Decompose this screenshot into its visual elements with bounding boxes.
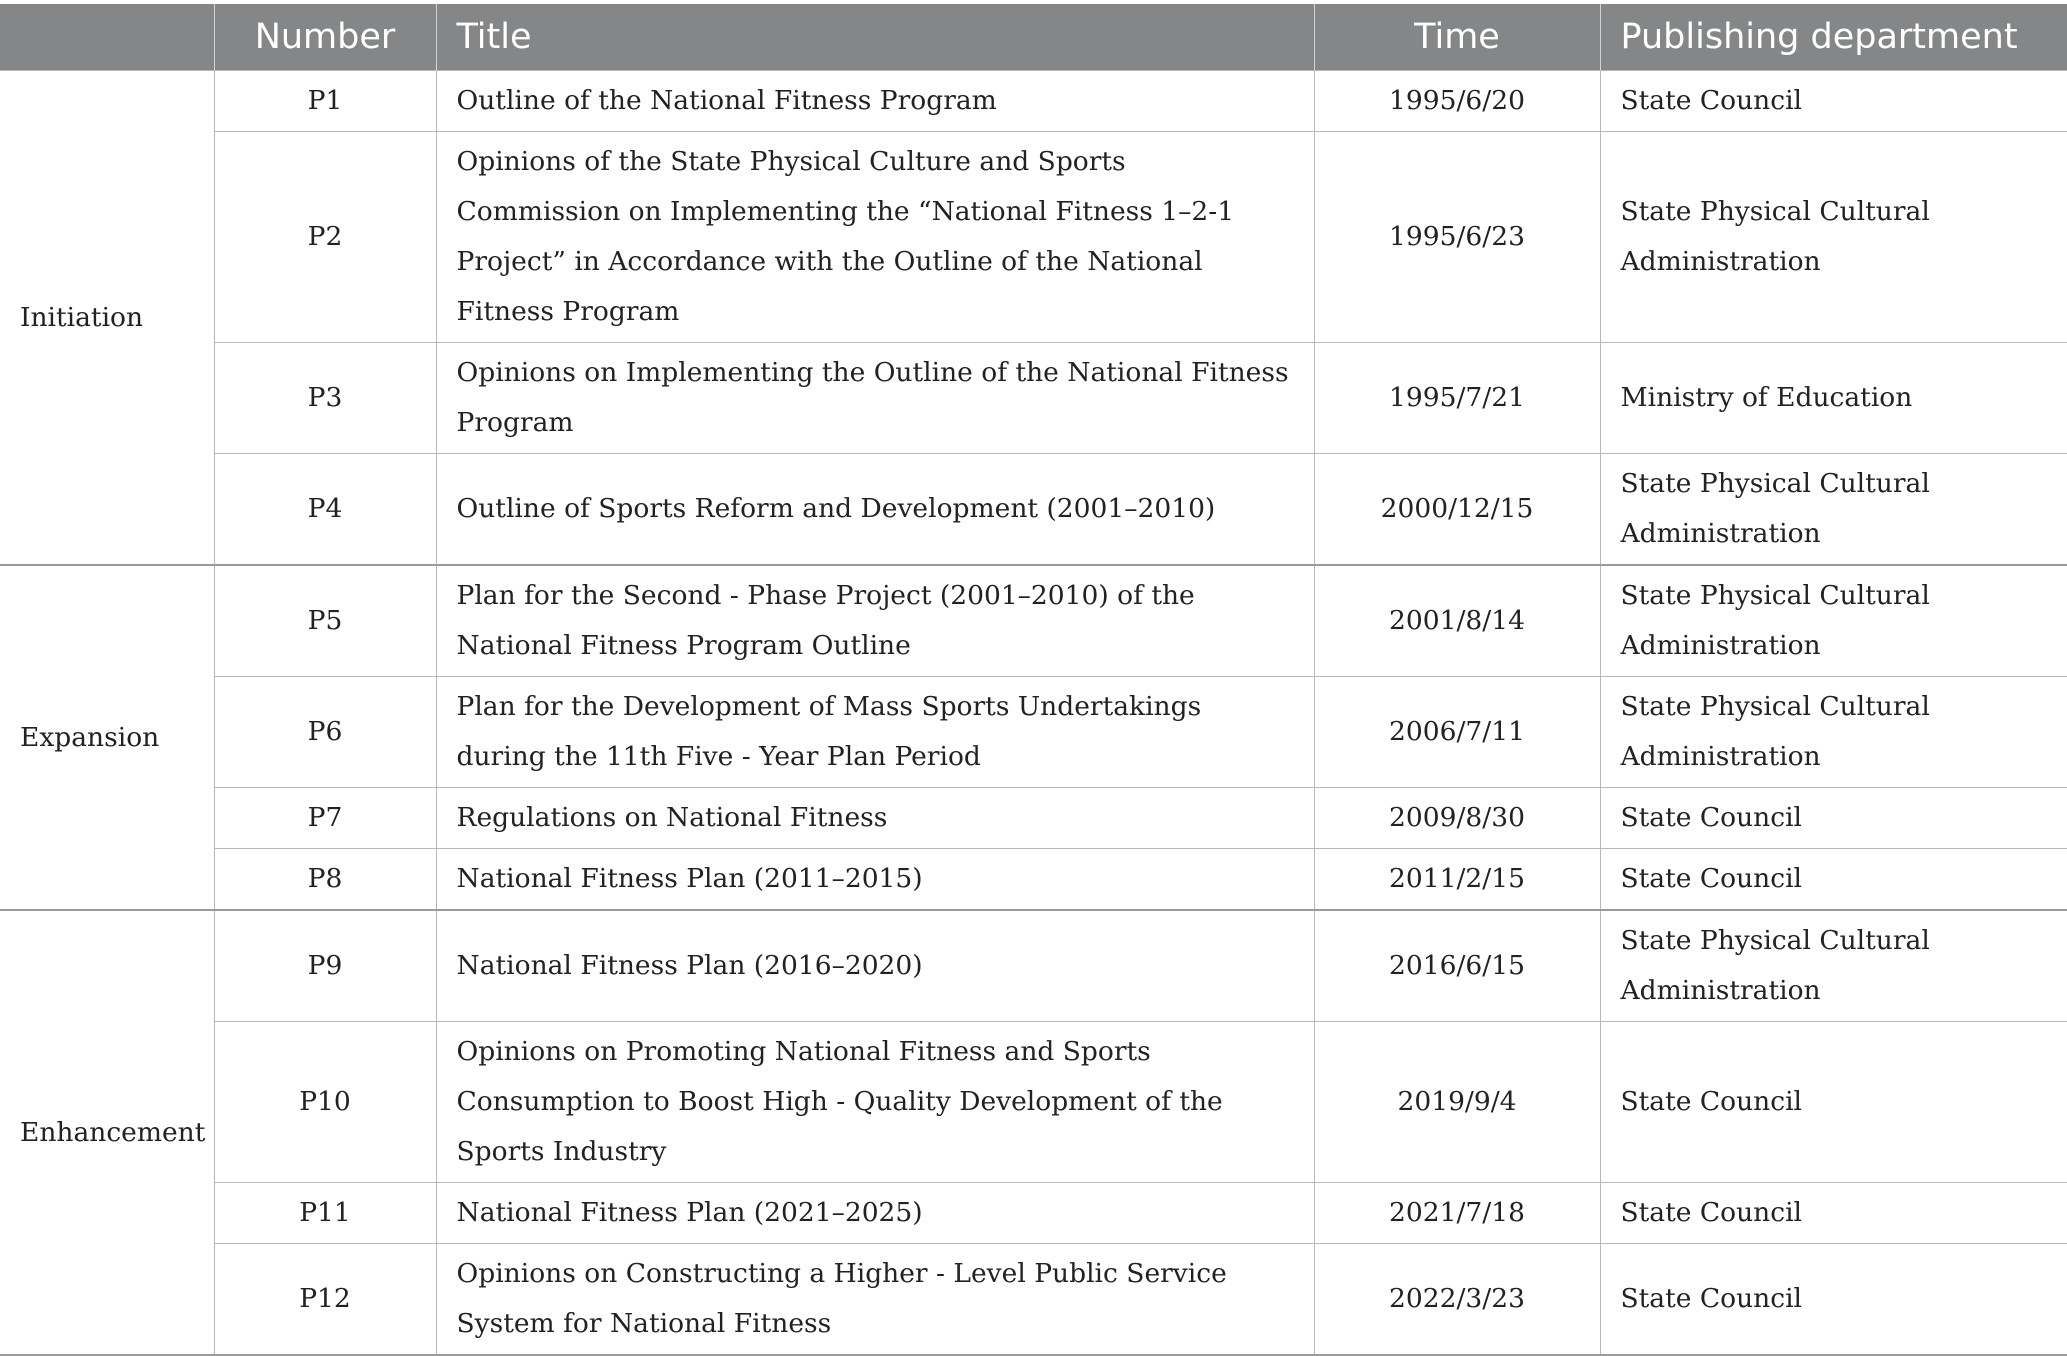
stage-cell-expansion: Expansion [0,565,214,910]
stage-cell-initiation: Initiation [0,71,214,566]
table-body [0,71,2067,1356]
title-cell: Plan for the Development of Mass Sports Undertakings during the 11th Five - Year Plan Period [436,677,1314,788]
header-department: Publishing department [1600,4,2067,71]
header-number: Number [214,4,436,71]
title-cell: National Fitness Plan (2011–2015) [436,849,1314,911]
number-cell: P3 [214,343,436,454]
header-title: Title [436,4,1314,71]
title-cell: Opinions on Implementing the Outline of the National Fitness Program [436,343,1314,454]
department-cell: State Physical Cultural Administration [1600,677,2067,788]
time-cell: 2000/12/15 [1314,454,1600,566]
number-cell: P11 [214,1183,436,1244]
table-header [0,4,2067,71]
table-row [0,71,2067,132]
title-cell: Opinions of the State Physical Culture and Sports Commission on Implementing the “National Fitness 1–2-1 Project” in Accordance with the Outline of the National Fitness Program [436,132,1314,343]
table-row [0,454,2067,566]
number-cell: P1 [214,71,436,132]
department-cell: State Physical Cultural Administration [1600,132,2067,343]
department-cell: State Physical Cultural Administration [1600,565,2067,677]
department-cell: Ministry of Education [1600,343,2067,454]
number-cell: P10 [214,1022,436,1183]
number-cell: P12 [214,1244,436,1356]
header-time: Time [1314,4,1600,71]
number-cell: P8 [214,849,436,911]
header-stage [0,4,214,71]
table-row [0,1244,2067,1356]
time-cell: 2001/8/14 [1314,565,1600,677]
number-cell: P4 [214,454,436,566]
department-cell: State Council [1600,1183,2067,1244]
policy-table-container [0,4,2067,1356]
department-cell: State Council [1600,788,2067,849]
title-cell: Regulations on National Fitness [436,788,1314,849]
title-cell: Plan for the Second - Phase Project (2001–2010) of the National Fitness Program Outline [436,565,1314,677]
department-cell: State Council [1600,1022,2067,1183]
time-cell: 2022/3/23 [1314,1244,1600,1356]
title-cell: National Fitness Plan (2021–2025) [436,1183,1314,1244]
table-row [0,565,2067,677]
table-row [0,788,2067,849]
stage-cell-enhancement: Enhancement [0,910,214,1355]
time-cell: 2019/9/4 [1314,1022,1600,1183]
table-row [0,910,2067,1022]
department-cell: State Council [1600,71,2067,132]
time-cell: 1995/6/23 [1314,132,1600,343]
table-row [0,132,2067,343]
number-cell: P2 [214,132,436,343]
time-cell: 2006/7/11 [1314,677,1600,788]
title-cell: National Fitness Plan (2016–2020) [436,910,1314,1022]
header-row [0,4,2067,71]
table-row [0,677,2067,788]
title-cell: Opinions on Constructing a Higher - Level Public Service System for National Fitness [436,1244,1314,1356]
department-cell: State Physical Cultural Administration [1600,454,2067,566]
time-cell: 2011/2/15 [1314,849,1600,911]
title-cell: Outline of the National Fitness Program [436,71,1314,132]
policy-table [0,4,2067,1356]
number-cell: P6 [214,677,436,788]
title-cell: Outline of Sports Reform and Development (2001–2010) [436,454,1314,566]
department-cell: State Council [1600,1244,2067,1356]
number-cell: P9 [214,910,436,1022]
table-row [0,849,2067,911]
number-cell: P5 [214,565,436,677]
department-cell: State Physical Cultural Administration [1600,910,2067,1022]
time-cell: 2016/6/15 [1314,910,1600,1022]
time-cell: 1995/6/20 [1314,71,1600,132]
time-cell: 2009/8/30 [1314,788,1600,849]
title-cell: Opinions on Promoting National Fitness and Sports Consumption to Boost High - Quality Development of the Sports Industry [436,1022,1314,1183]
time-cell: 1995/7/21 [1314,343,1600,454]
time-cell: 2021/7/18 [1314,1183,1600,1244]
number-cell: P7 [214,788,436,849]
table-row [0,343,2067,454]
table-row [0,1183,2067,1244]
table-row [0,1022,2067,1183]
department-cell: State Council [1600,849,2067,911]
